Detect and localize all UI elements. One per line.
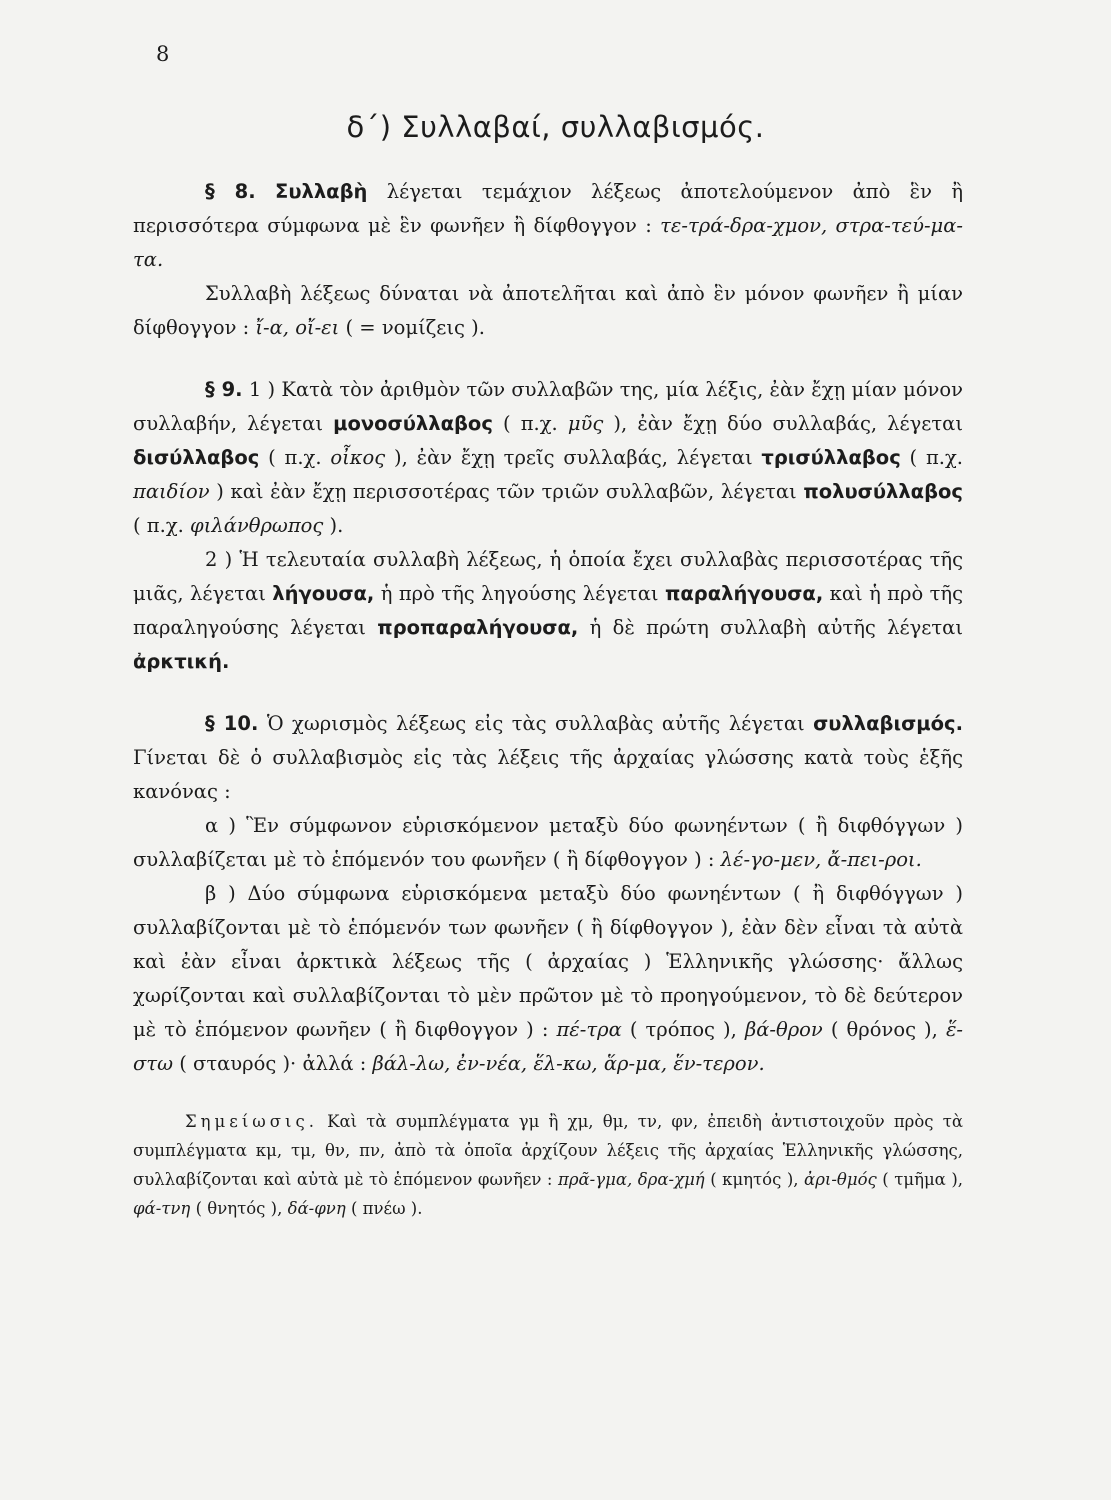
term-proparalegousa: προπαραλήγουσα, — [377, 616, 579, 639]
paragraph-s9 — [133, 373, 963, 543]
rule-b-text: ( θρόνος ), — [822, 1018, 946, 1041]
s9-text: ἡ δὲ πρώτη συλλαβὴ αὐτῆς λέγεται — [578, 616, 963, 639]
s8-example-2: ἴ-α, οἴ-ει — [255, 316, 340, 339]
s9-text: ), ἐὰν ἔχῃ δύο συλλαβάς, λέγεται — [603, 412, 963, 435]
section-9-number: § 9. — [205, 378, 243, 401]
rule-b-example: βά-θρον — [744, 1018, 823, 1041]
s9-example: φιλάνθρωπος — [190, 514, 324, 537]
s10-text: Γίνεται δὲ ὁ συλλαβισμὸς εἰς τὰς λέξεις τῆς ἀρχαίας γλώσσης κατὰ τοὺς ἑξῆς κανόνας : — [133, 746, 963, 803]
page-body — [133, 175, 963, 1240]
note-text: ( κμητός ), — [704, 1170, 805, 1189]
note-example: ἀρι-θμός — [804, 1170, 877, 1189]
s8-example: τε-τρά-δρα-χμον, στρα-τεύ-μα-τα. — [133, 214, 963, 271]
rule-b-example: ἕ-στω — [133, 1018, 963, 1075]
term-monosyllabos: μονοσύλλαβος — [333, 412, 493, 435]
s8-text: λέγεται τεμάχιον λέξεως ἀποτελούμενον ἀπὸ ἓν ἢ περισσότερα σύμφωνα μὲ ἓν φωνῆεν ἢ δίφθογγον : — [133, 180, 964, 237]
s9-example: μῦς — [567, 412, 604, 435]
term-disyllabos: δισύλλαβος — [133, 446, 260, 469]
note-label: Σημείωσις. — [185, 1112, 318, 1131]
rule-a — [133, 809, 963, 877]
section-8-number: § 8. — [205, 180, 256, 203]
note-text: ( θνητός ), — [190, 1199, 288, 1218]
note-example: φά-τνη — [133, 1199, 191, 1218]
page-number: 8 — [156, 42, 170, 66]
paragraph-s8-2 — [133, 277, 963, 345]
rule-b-text: ( τρόπος ), — [621, 1018, 745, 1041]
s9-text: ) καὶ ἐὰν ἔχῃ περισσοτέρας τῶν τριῶν συλλαβῶν, λέγεται — [209, 480, 804, 503]
s10-text: Ὁ χωρισμὸς λέξεως εἰς τὰς συλλαβὰς αὐτῆς λέγεται — [258, 712, 814, 735]
s9-text: 1 ) Κατὰ τὸν ἀριθμὸν τῶν συλλαβῶν της, μία λέξις, ἐὰν ἔχῃ μίαν μόνον συλλαβήν, λέγεται — [133, 378, 963, 435]
rule-b-example: βάλ-λω, ἐν-νέα, ἕλ-κω, ἅρ-μα, ἕν-τερον. — [372, 1052, 765, 1075]
s9-text: ( π.χ. — [900, 446, 963, 469]
paragraph-s10 — [133, 707, 963, 809]
s9-example: παιδίον — [133, 480, 210, 503]
s9-text: ( π.χ. — [133, 514, 191, 537]
term-paralegousa: παραλήγουσα, — [664, 582, 824, 605]
term-trisyllabos: τρισύλλαβος — [761, 446, 901, 469]
note-example: δά-φνη — [287, 1199, 346, 1218]
s9-text: ( π.χ. — [259, 446, 331, 469]
term-polysyllabos: πολυσύλλαβος — [803, 480, 963, 503]
s9-example: οἶκος — [330, 446, 386, 469]
paragraph-s9-2 — [133, 543, 963, 679]
section-10-number: § 10. — [205, 712, 259, 735]
rule-b-example: πέ-τρα — [556, 1018, 622, 1041]
s8-text-3: ( = νομίζεις ). — [339, 316, 485, 339]
note-text: Καὶ τὰ συμπλέγματα γμ ἢ χμ, θμ, τν, φν, ἐπειδὴ ἀντιστοιχοῦν πρὸς τὰ συμπλέγματα κμ, τμ, θν, πν, ἀπὸ τὰ ὁποῖα ἀρχίζουν λέξεις τῆς ἀρχαίας Ἑλληνικῆς γλώσσης, συλλαβίζονται καὶ αὐτὰ μὲ τὸ ἑπόμενον φωνῆεν : — [133, 1112, 963, 1189]
term-syllabismos: συλλαβισμός. — [813, 712, 963, 735]
section-title: δ΄) Συλλαβαί, συλλαβισμός. — [346, 110, 765, 144]
s9-text: καὶ ἡ πρὸ τῆς παραληγούσης λέγεται — [133, 582, 964, 639]
note-text: ( τμῆμα ), — [876, 1170, 964, 1189]
paragraph-s8 — [133, 175, 963, 277]
term-legousa: λήγουσα, — [272, 582, 375, 605]
note-example: πρᾶ-γμα, δρα-χμή — [557, 1170, 705, 1189]
rule-b — [133, 877, 963, 1081]
note-text: ( πνέω ). — [345, 1199, 423, 1218]
term-arktike: ἀρκτική. — [133, 650, 230, 673]
s9-text: ( π.χ. — [492, 412, 568, 435]
s9-text: ἡ πρὸ τῆς ληγούσης λέγεται — [374, 582, 665, 605]
s8-text-2: Συλλαβὴ λέξεως δύναται νὰ ἀποτελῆται καὶ ἀπὸ ἓν μόνον φωνῆεν ἢ μίαν δίφθογγον : — [133, 282, 963, 339]
s9-text: 2 ) Ἡ τελευταία συλλαβὴ λέξεως, ἡ ὁποία ἔχει συλλαβὰς περισσοτέρας τῆς μιᾶς, λέγεται — [133, 548, 963, 605]
note-paragraph — [133, 1107, 963, 1223]
rule-b-text: β ) Δύο σύμφωνα εὑρισκόμενα μεταξὺ δύο φωνηέντων ( ἢ διφθόγγων ) συλλαβίζονται μὲ τὸ ἑπόμενόν των φωνῆεν ( ἢ δίφθογγον ), ἐὰν δὲν εἶναι τὰ αὐτὰ καὶ ἐὰν εἶναι ἀρκτικὰ λέξεως τῆς ( ἀρχαίας ) Ἑλληνικῆς γλώσσης· ἄλλως χωρίζονται καὶ συλλαβίζονται τὸ μὲν πρῶτον μὲ τὸ προηγούμενον, τὸ δὲ δεύτερον μὲ τὸ ἑπόμενον φωνῆεν ( ἢ διφθογγον ) : — [133, 882, 963, 1041]
s9-text: ), ἐὰν ἔχῃ τρεῖς συλλαβάς, λέγεται — [385, 446, 762, 469]
rule-a-example: λέ-γο-μεν, ἄ-πει-ροι. — [720, 848, 922, 871]
term-syllabe: Συλλαβὴ — [275, 180, 368, 203]
rule-a-text: α ) Ἓν σύμφωνον εὑρισκόμενον μεταξὺ δύο φωνηέντων ( ἢ διφθόγγων ) συλλαβίζεται μὲ τὸ ἑπόμενόν του φωνῆεν ( ἢ δίφθογγον ) : — [133, 814, 963, 871]
rule-b-text: ( σταυρός )· ἀλλά : — [173, 1052, 373, 1075]
s9-text: ). — [323, 514, 344, 537]
